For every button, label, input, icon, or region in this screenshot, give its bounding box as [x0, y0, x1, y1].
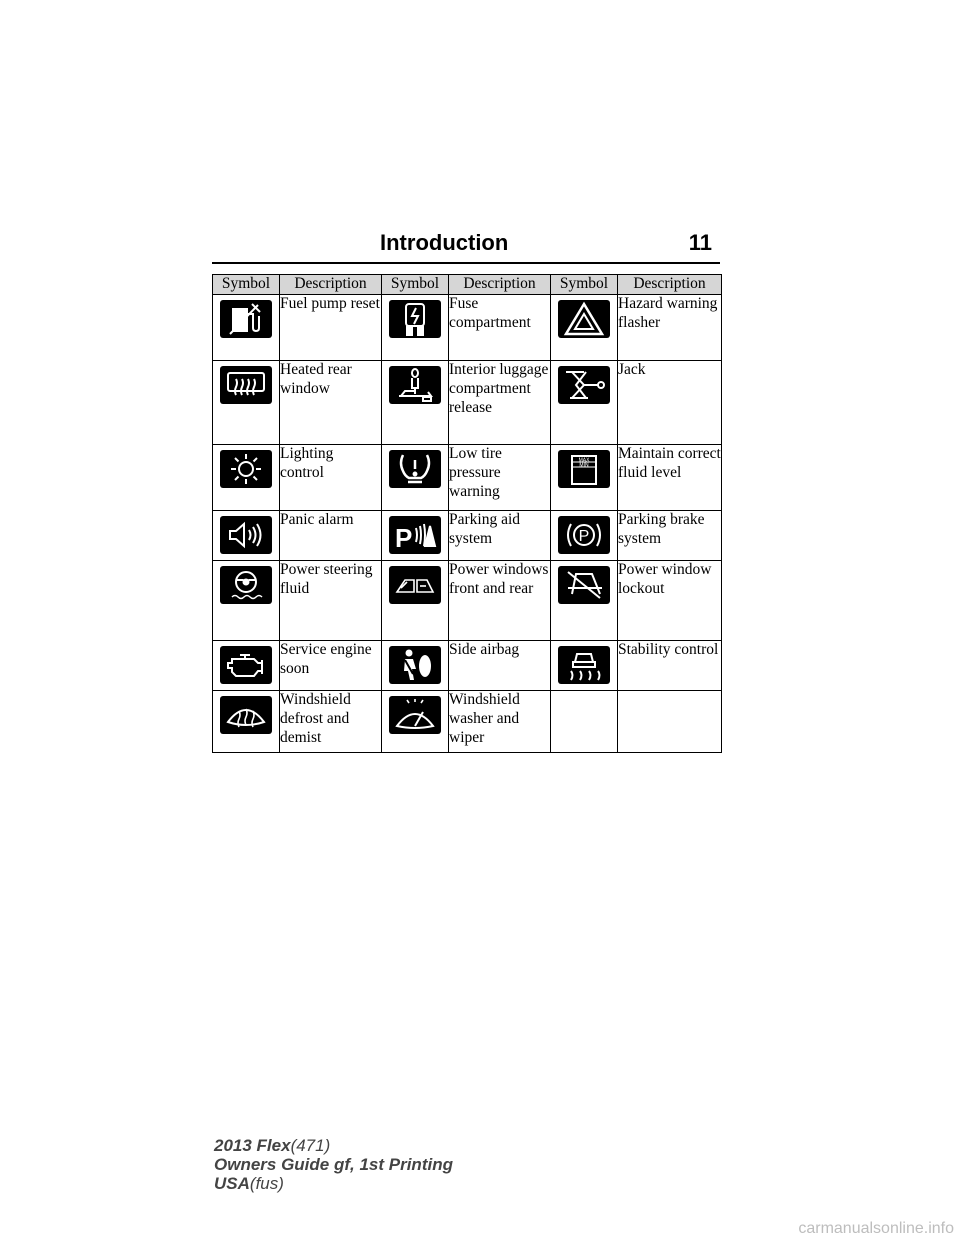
description-cell: Heated rear window [280, 361, 382, 445]
page-number: 11 [688, 230, 712, 255]
fluid-max-label: MAX [578, 457, 590, 464]
service-engine-soon-icon [220, 646, 272, 684]
description-cell: Interior luggage compartment release [449, 361, 551, 445]
parking-aid-icon [389, 516, 441, 554]
header-cell: Symbol [213, 275, 280, 295]
table-header-row [213, 275, 722, 295]
heated-rear-window-icon [220, 366, 272, 404]
parking-brake-icon [558, 516, 610, 554]
table-row [213, 511, 722, 561]
power-windows-icon [389, 566, 441, 604]
footer-market: USA [214, 1174, 250, 1193]
power-steering-fluid-icon [220, 566, 272, 604]
jack-icon [558, 366, 610, 404]
description-cell: Side airbag [449, 640, 551, 690]
parking-aid-p-label: P [395, 523, 413, 553]
empty-cell [551, 690, 618, 752]
header-cell: Description [449, 275, 551, 295]
empty-cell [618, 690, 722, 752]
stability-control-icon [558, 646, 610, 684]
description-cell: Lighting control [280, 445, 382, 511]
description-cell: Parking brake system [618, 511, 722, 561]
description-cell: Service engine soon [280, 640, 382, 690]
header-cell: Description [280, 275, 382, 295]
table-row [213, 361, 722, 445]
description-cell: Parking aid system [449, 511, 551, 561]
footer-model: 2013 Flex [214, 1136, 291, 1155]
fuse-compartment-icon [389, 300, 441, 338]
symbols-table [212, 274, 722, 753]
header-cell: Description [618, 275, 722, 295]
parking-brake-p-label: P [578, 528, 590, 545]
description-cell: Panic alarm [280, 511, 382, 561]
header-cell: Symbol [551, 275, 618, 295]
page-header [212, 230, 720, 264]
fuel-pump-reset-icon [220, 300, 272, 338]
lighting-control-icon [220, 450, 272, 488]
description-cell: Maintain correct fluid level [618, 445, 722, 511]
footer-line-3 [214, 1174, 453, 1193]
table-row [213, 295, 722, 361]
description-cell: Hazard warning flasher [618, 295, 722, 361]
description-cell: Power window lockout [618, 560, 722, 640]
hazard-warning-flasher-icon [558, 300, 610, 338]
watermark: carmanualsonline.info [798, 1220, 954, 1237]
header-cell: Symbol [382, 275, 449, 295]
interior-luggage-release-icon [389, 366, 441, 404]
footer-market-code: (fus) [249, 1174, 284, 1193]
windshield-washer-icon [389, 696, 441, 734]
low-tire-pressure-icon [389, 450, 441, 488]
footer-line-1 [214, 1136, 453, 1155]
power-window-lockout-icon [558, 566, 610, 604]
description-cell: Fuse compartment [449, 295, 551, 361]
description-cell: Windshield defrost and demist [280, 690, 382, 752]
description-cell: Low tire pressure warning [449, 445, 551, 511]
description-cell: Windshield washer and wiper [449, 690, 551, 752]
table-row [213, 445, 722, 511]
table-row [213, 560, 722, 640]
page-title: Introduction [380, 230, 509, 255]
side-airbag-icon [389, 646, 441, 684]
description-cell: Jack [618, 361, 722, 445]
windshield-defrost-icon [220, 696, 272, 734]
footer-line-2 [214, 1155, 453, 1174]
table-row [213, 640, 722, 690]
description-cell: Power steering fluid [280, 560, 382, 640]
description-cell: Fuel pump reset [280, 295, 382, 361]
description-cell: Stability control [618, 640, 722, 690]
footer [214, 1136, 453, 1193]
footer-guide: Owners Guide gf, 1st Printing [214, 1155, 453, 1174]
footer-model-code: (471) [290, 1136, 331, 1155]
fluid-min-label: MIN [579, 462, 589, 469]
fluid-level-icon [558, 450, 610, 488]
description-cell: Power windows front and rear [449, 560, 551, 640]
panic-alarm-icon [220, 516, 272, 554]
table-row [213, 690, 722, 752]
